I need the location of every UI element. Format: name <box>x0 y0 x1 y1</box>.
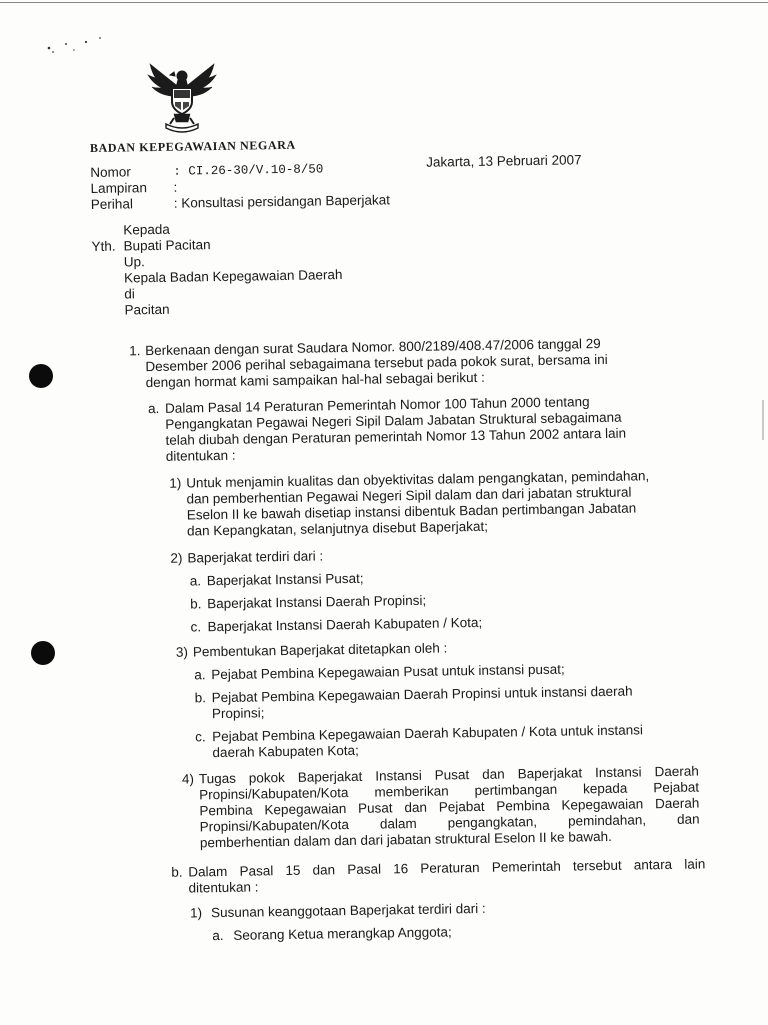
item-a2-line-1: Baperjakat terdiri dari : <box>187 548 324 566</box>
item-a1-line-4: dan Kepangkatan, selanjutnya disebut Baperjakat; <box>186 518 489 539</box>
address-yth: Yth. <box>91 238 116 254</box>
item-a3c-marker: c. <box>195 729 206 745</box>
item-a3b-line-2: Propinsi; <box>211 705 265 722</box>
item-a1-line-2: dan pemberhentian Pegawai Negeri Sipil dalam dan dari jabatan struktural <box>186 484 632 507</box>
letter-date: Jakarta, 13 Pebruari 2007 <box>426 152 582 170</box>
item-b1a-text: Seorang Ketua merangkap Anggota; <box>233 924 452 943</box>
para-1-number: 1. <box>129 343 141 359</box>
item-a3a-marker: a. <box>194 667 206 683</box>
item-a3c-line-1: Pejabat Pembina Kepegawaian Daerah Kabupaten / Kota untuk instansi <box>212 722 644 745</box>
item-a1-line-1: Untuk menjamin kualitas dan obyektivitas dalam pengangkatan, pemindahan, <box>186 468 650 491</box>
item-a2c-marker: c. <box>190 619 202 635</box>
address-up: Up. <box>123 254 145 270</box>
perihal-label: Perihal <box>90 196 133 212</box>
item-a-line-1: Dalam Pasal 14 Peraturan Pemerintah Nomor 100 Tahun 2000 tentang <box>164 394 590 416</box>
item-a3b-line-1: Pejabat Pembina Kepegawaian Daerah Propinsi untuk instansi daerah <box>211 683 633 706</box>
item-a3b-marker: b. <box>194 690 207 706</box>
item-b1-line-1: Susunan keanggotaan Baperjakat terdiri dari : <box>210 900 486 921</box>
address-bupati: Bupati Pacitan <box>123 237 211 254</box>
item-a2b-text: Baperjakat Instansi Daerah Propinsi; <box>207 592 427 612</box>
item-a2c-text: Baperjakat Instansi Daerah Kabupaten / Kota; <box>207 614 483 635</box>
item-a-line-2: Pengangkatan Pegawai Negeri Sipil Dalam Jabatan Struktural sebagaimana <box>165 409 622 432</box>
para-1-line-3: dengan hormat kami sampaikan hal-hal sebagai berikut : <box>145 369 485 391</box>
item-b1a-marker: a. <box>212 927 224 944</box>
item-a3-marker: 3) <box>175 644 189 660</box>
address-di: di <box>124 286 135 302</box>
item-a4-line-4: Propinsi/Kabupaten/Kota dalam pengangkatan, pemindahan, dan <box>199 811 700 835</box>
item-a2a-text: Baperjakat Instansi Pusat; <box>206 570 364 589</box>
address-kepada: Kepada <box>123 221 170 238</box>
item-b1-marker: 1) <box>189 905 203 921</box>
item-a4-line-1: Tugas pokok Baperjakat Instansi Pusat dan Baperjakat Instansi Daerah <box>198 763 699 787</box>
address-city: Pacitan <box>124 301 170 318</box>
item-a4-line-3: Pembina Kepegawaian Pusat dan Pejabat Pembina Kepegawaian Daerah <box>199 795 700 819</box>
item-a2-marker: 2) <box>170 550 183 566</box>
item-a4-marker: 4) <box>181 771 195 787</box>
item-a1-line-3: Eselon II ke bawah disetiap instansi dibentuk Badan pertimbangan Jabatan <box>186 500 637 523</box>
item-a4-line-2: Propinsi/Kabupaten/Kota memberikan pertimbangan kepada Pejabat <box>199 779 700 803</box>
item-a-line-4: ditentukan : <box>165 447 236 464</box>
nomor-label: Nomor <box>90 164 131 180</box>
agency-name: BADAN KEPEGAWAIAN NEGARA <box>89 137 296 155</box>
nomor-value: : CI.26-30/V.10-8/50 <box>173 162 324 179</box>
para-1-line-1: Berkenaan dengan surat Saudara Nomor. 800/2189/408.47/2006 tanggal 29 <box>145 336 601 359</box>
address-kepala: Kepala Badan Kepegawaian Daerah <box>123 267 343 286</box>
perihal-value: : Konsultasi persidangan Baperjakat <box>173 192 391 211</box>
item-b-marker: b. <box>171 864 183 880</box>
item-b-line-2: ditentukan : <box>188 879 259 896</box>
item-a3a-text: Pejabat Pembina Kepegawaian Pusat untuk instansi pusat; <box>211 661 565 683</box>
item-a-line-3: telah diubah dengan Peraturan pemerintah Nomor 13 Tahun 2002 antara lain <box>165 425 627 448</box>
item-a3-line-1: Pembentukan Baperjakat ditetapkan oleh : <box>192 640 448 660</box>
lampiran-value: : <box>173 179 178 195</box>
item-b-line-1: Dalam Pasal 15 dan Pasal 16 Peraturan Pemerintah tersebut antara lain <box>188 856 706 880</box>
item-a4-line-5: pemberhentian dalam dan dari jabatan struktural Eselon II ke bawah. <box>199 828 612 851</box>
lampiran-label: Lampiran <box>90 180 147 196</box>
item-a2a-marker: a. <box>189 573 202 589</box>
item-a2b-marker: b. <box>190 596 202 612</box>
para-1-line-2: Desember 2006 perihal sebagaimana tersebut pada pokok surat, bersama ini <box>145 351 608 375</box>
item-a-marker: a. <box>147 400 160 417</box>
item-a3c-line-2: daerah Kabupaten Kota; <box>212 742 359 761</box>
item-a1-marker: 1) <box>169 475 182 491</box>
